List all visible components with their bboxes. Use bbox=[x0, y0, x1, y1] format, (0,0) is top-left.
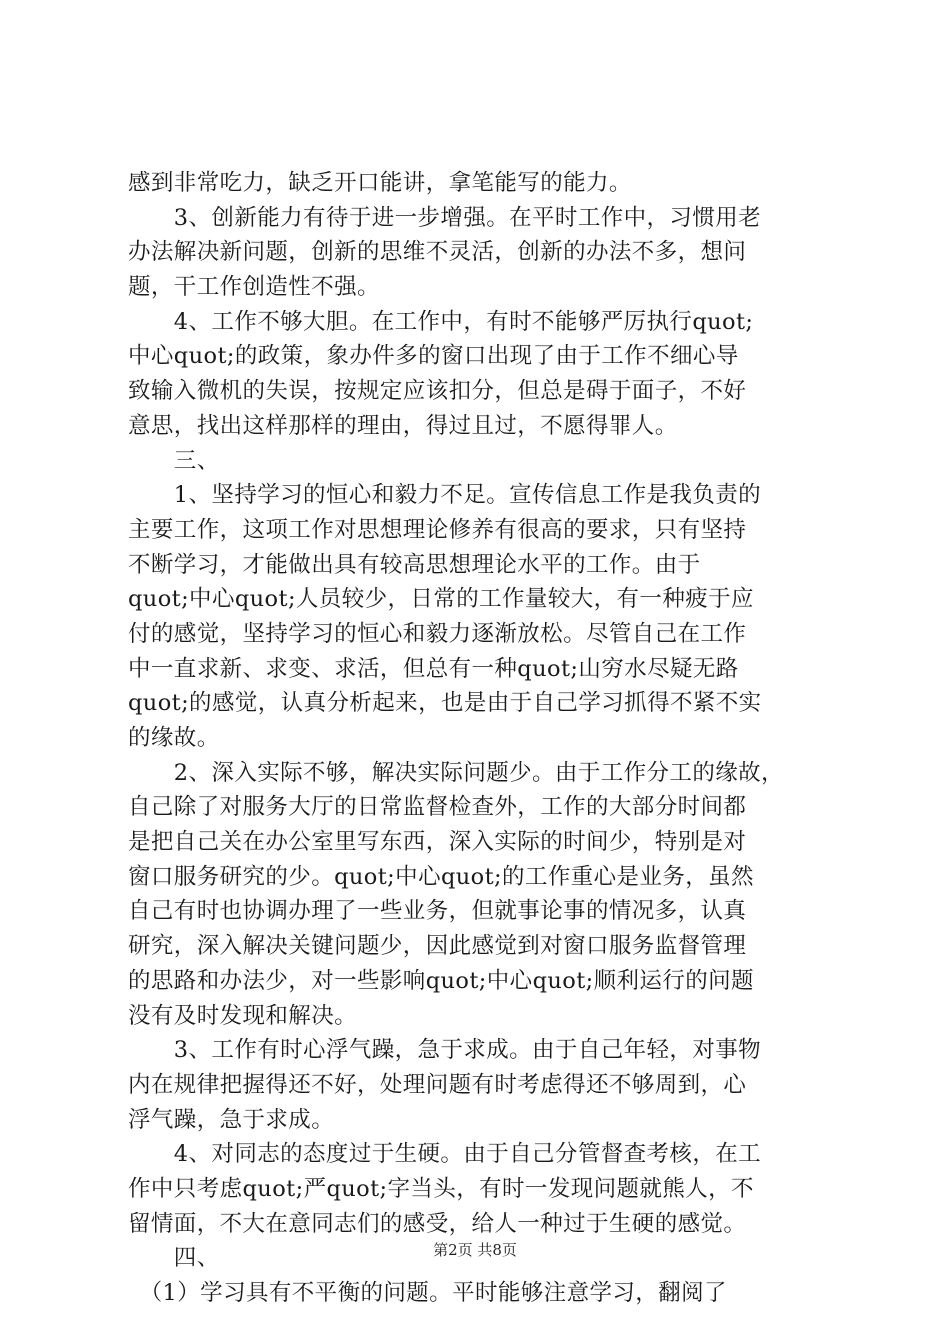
text-line: 浮气躁，急于求成。 bbox=[128, 1106, 335, 1133]
text-line: 没有及时发现和解决。 bbox=[128, 1002, 358, 1029]
text-line: 的缘故。 bbox=[128, 725, 220, 751]
text-line: 作中只考虑quot;严quot;字当头，有时一发现问题就熊人，不 bbox=[128, 1175, 754, 1202]
text-line: 致输入微机的失误，按规定应该扣分，但总是碍于面子，不好 bbox=[128, 378, 747, 405]
text-line: （1）学习具有不平衡的问题。平时能够注意学习，翻阅了 bbox=[128, 1280, 727, 1306]
text-line: 自己除了对服务大厅的日常监督检查外，工作的大部分时间都 bbox=[128, 794, 747, 821]
document-body bbox=[128, 166, 830, 1311]
text-line: 题，干工作创造性不强。 bbox=[128, 274, 380, 301]
text-line: 自己有时也协调办理了一些业务，但就事论事的情况多，认真 bbox=[128, 898, 747, 925]
text-line: 内在规律把握得还不好，处理问题有时考虑得还不够周到，心 bbox=[128, 1071, 747, 1098]
text-line: quot;的感觉，认真分析起来，也是由于自己学习抓得不紧不实 bbox=[128, 690, 762, 717]
text-line: 4、对同志的态度过于生硬。由于自己分管督查考核，在工 bbox=[128, 1141, 762, 1168]
text-line: 是把自己关在办公室里写东西，深入实际的时间少，特别是对 bbox=[128, 829, 747, 856]
text-line: 意思，找出这样那样的理由，得过且过，不愿得罪人。 bbox=[128, 412, 678, 439]
text-line: 感到非常吃力，缺乏开口能讲，拿笔能写的能力。 bbox=[128, 170, 632, 196]
text-line: 四、 bbox=[128, 1245, 220, 1272]
text-line: 三、 bbox=[128, 447, 220, 474]
text-line: 中心quot;的政策，象办件多的窗口出现了由于工作不细心导 bbox=[128, 343, 739, 370]
text-line: 研究，深入解决关键问题少，因此感觉到对窗口服务监督管理 bbox=[128, 933, 747, 960]
page-footer: 第2页 共8页 bbox=[433, 1241, 517, 1259]
text-line: 留情面，不大在意同志们的感受，给人一种过于生硬的感觉。 bbox=[128, 1210, 747, 1237]
text-line: 4、工作不够大胆。在工作中，有时不能够严厉执行quot; bbox=[128, 308, 754, 335]
text-line: 3、创新能力有待于进一步增强。在平时工作中，习惯用老 bbox=[128, 204, 762, 231]
text-line: 办法解决新问题，创新的思维不灵活，创新的办法不多，想问 bbox=[128, 239, 747, 266]
text-line: 付的感觉，坚持学习的恒心和毅力逐渐放松。尽管自己在工作 bbox=[128, 620, 747, 647]
text-line: 主要工作，这项工作对思想理论修养有很高的要求，只有坚持 bbox=[128, 516, 747, 543]
text-line: 不断学习，才能做出具有较高思想理论水平的工作。由于 bbox=[128, 551, 701, 578]
text-line: 3、工作有时心浮气躁，急于求成。由于自己年轻，对事物 bbox=[128, 1037, 762, 1064]
text-line: 窗口服务研究的少。quot;中心quot;的工作重心是业务，虽然 bbox=[128, 863, 754, 890]
text-line: 1、坚持学习的恒心和毅力不足。宣传信息工作是我负责的 bbox=[128, 482, 762, 509]
text-line: 中一直求新、求变、求活，但总有一种quot;山穷水尽疑无路 bbox=[128, 655, 739, 682]
text-line: 2、深入实际不够，解决实际问题少。由于工作分工的缘故， bbox=[128, 759, 784, 786]
text-line: 的思路和办法少，对一些影响quot;中心quot;顺利运行的问题 bbox=[128, 967, 754, 994]
text-line: quot;中心quot;人员较少，日常的工作量较大，有一种疲于应 bbox=[128, 586, 754, 613]
